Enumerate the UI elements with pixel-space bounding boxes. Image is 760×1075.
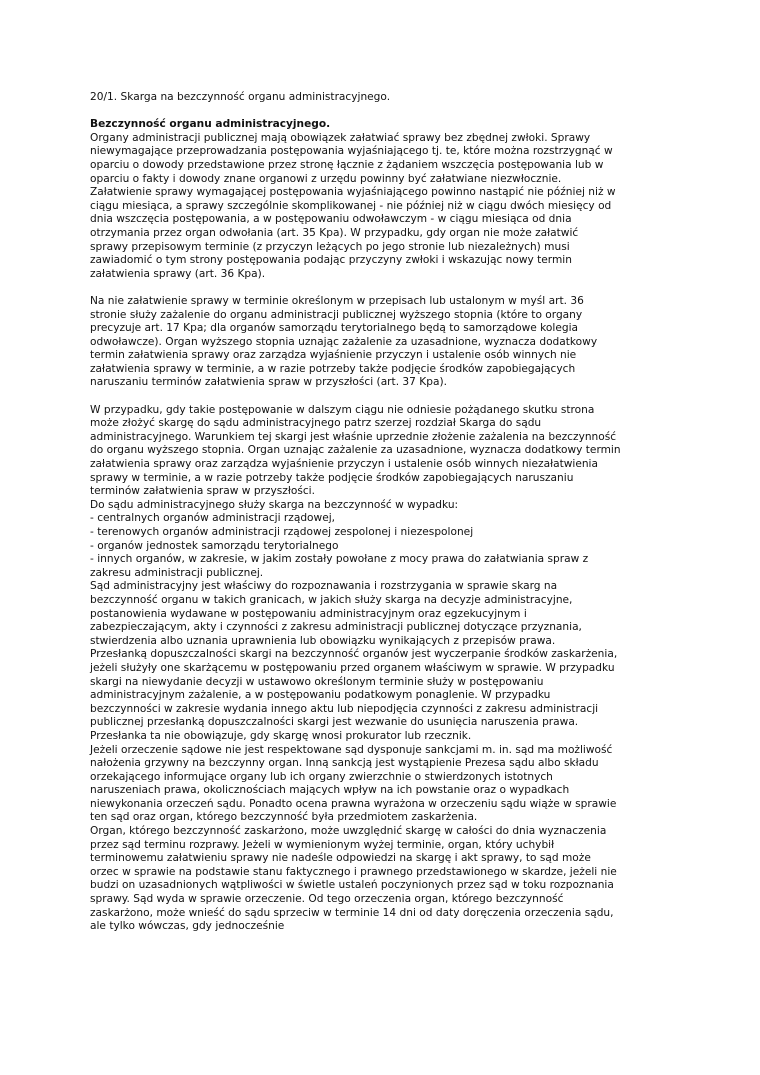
text-line: bezczynność organu w takich granicach, w jakich służy skarga na decyzje administracyjne, xyxy=(90,593,573,606)
text-line: publicznej przesłanką dopuszczalności skargi jest wezwanie do usunięcia naruszenia prawa. xyxy=(90,716,579,729)
text-line: sprawy w terminie, a w razie potrzeby także podjęcie środków zapobiegających naruszaniu xyxy=(90,471,574,484)
text-line: orzekającego informujące organy lub ich organy zwierzchnie o stwierdzonych istotnych xyxy=(90,770,553,783)
text-line: stwierdzenia albo uznania uprawnienia lub obowiązku wynikających z przepisów prawa. xyxy=(90,634,556,647)
text-line: ale tylko wówczas, gdy jednocześnie xyxy=(90,920,285,933)
text-line: Jeżeli orzeczenie sądowe nie jest respektowane sąd dysponuje sankcjami m. in. sąd ma możliwość xyxy=(90,743,613,756)
text-line: administracyjnym zażalenie, a w postępowaniu podatkowym ponaglenie. W przypadku xyxy=(90,689,551,702)
text-line: załatwienia sprawy (art. 36 Kpa). xyxy=(90,267,266,280)
text-line: Organ, którego bezczynność zaskarżono, może uwzględnić skargę w całości do dnia wyznaczenia xyxy=(90,825,607,838)
text-line: niewykonania orzeczeń sądu. Ponadto ocena prawna wyrażona w orzeczeniu sądu wiąże w sprawie xyxy=(90,797,617,810)
text-line: załatwienia sprawy oraz zarządza wyjaśnienie przyczyn i ustalenie osób winnych niezałatwienia xyxy=(90,458,598,471)
text-line: oparciu o dowody przedstawione przez stronę łącznie z żądaniem wszczęcia postępowania lub w xyxy=(90,158,604,171)
text-line: - terenowych organów administracji rządowej zespolonej i niezespolonej xyxy=(90,526,474,538)
text-line: termin załatwienia sprawy oraz zarządza wyjaśnienie przyczyn i ustalenie osób winnych nie xyxy=(90,349,577,362)
text-line: Załatwienie sprawy wymagającej postępowania wyjaśniającego powinno nastąpić nie później niż w xyxy=(90,186,616,199)
text-line: orzec w sprawie na podstawie stanu faktycznego i prawnego przedstawionego w skardze, jeżeli nie xyxy=(90,865,617,878)
paragraph-1 xyxy=(90,132,676,282)
text-line: Na nie załatwienie sprawy w terminie określonym w przepisach lub ustalonym w myśl art. 36 xyxy=(90,294,584,307)
text-line: dnia wszczęcia postępowania, a w postępowaniu odwoławczym - w ciągu miesiąca od dnia xyxy=(90,213,572,226)
text-line: Organy administracji publicznej mają obowiązek załatwiać sprawy bez zbędnej zwłoki. Sprawy xyxy=(90,131,591,144)
text-line: budzi on uzasadnionych wątpliwości w świetle ustaleń poczynionych przez sąd w toku rozpoznania xyxy=(90,879,614,892)
text-line: sprawy przepisowym terminie (z przyczyn leżących po jego stronie lub niezależnych) musi xyxy=(90,240,570,253)
text-line: stronie służy zażalenie do organu administracji publicznej wyższego stopnia (które to organy xyxy=(90,308,583,321)
text-line: terminowemu załatwieniu sprawy nie nadeśle odpowiedzi na skargę i akt sprawy, to sąd może xyxy=(90,852,591,865)
text-line: naruszaniu terminów załatwienia spraw w przyszłości (art. 37 Kpa). xyxy=(90,376,447,389)
text-line: - centralnych organów administracji rządowej, xyxy=(90,512,336,525)
text-line: Do sądu administracyjnego służy skarga na bezczynność w wypadku: xyxy=(90,498,459,511)
spacer xyxy=(90,281,676,295)
text-line: przez sąd terminu rozprawy. Jeżeli w wymienionym wyżej terminie, organ, który uchybił xyxy=(90,838,555,851)
text-line: W przypadku, gdy takie postępowanie w dalszym ciągu nie odniesie pożądanego skutku strona xyxy=(90,403,595,416)
text-line: ten sąd oraz organ, którego bezczynność była przedmiotem zaskarżenia. xyxy=(90,811,478,824)
text-line: do organu wyższego stopnia. Organ uznając zażalenie za uzasadnione, wyznacza dodatkowy termin xyxy=(90,444,621,457)
document-page xyxy=(90,91,676,934)
text-line: zabezpieczającym, akty i czynności z zakresu administracji publicznej dotyczące przyznania, xyxy=(90,621,582,634)
text-line: niewymagające przeprowadzania postępowania wyjaśniającego tj. te, które można rozstrzygnąć w xyxy=(90,145,613,158)
section-heading: Bezczynność organu administracyjnego. xyxy=(90,118,331,131)
text-line: zaskarżono, może wnieść do sądu sprzeciw w terminie 14 dni od daty doręczenia orzeczenia sądu, xyxy=(90,906,614,919)
text-line: postanowienia wydawane w postępowaniu administracyjnym oraz egzekucyjnym i xyxy=(90,607,527,620)
spacer xyxy=(90,390,676,404)
text-line: zakresu administracji publicznej. xyxy=(90,566,264,579)
text-line: zawiadomić o tym strony postępowania podając przyczyny zwłoki i wskazując nowy termin xyxy=(90,254,572,267)
text-line: administracyjnego. Warunkiem tej skargi jest właśnie uprzednie złożenie zażalenia na bezczynność xyxy=(90,430,617,443)
paragraph-2 xyxy=(90,295,676,390)
text-line: terminów załatwienia spraw w przyszłości. xyxy=(90,485,315,498)
text-line: nałożenia grzywny na bezczynny organ. Inną sankcją jest wystąpienie Prezesa sądu albo składu xyxy=(90,757,599,770)
text-line: oparciu o fakty i dowody znane organowi z urzędu powinny być załatwiane niezwłocznie. xyxy=(90,172,562,185)
text-line: jeżeli służyły one skarżącemu w postępowaniu przed organem właściwym w sprawie. W przypadku xyxy=(90,661,615,674)
text-line: załatwienia sprawy w terminie, a w razie potrzeby także podjęcie środków zapobiegających xyxy=(90,362,576,375)
text-line: bezczynności w zakresie wydania innego aktu lub niepodjęcia czynności z zakresu administracji xyxy=(90,702,599,715)
text-line: ciągu miesiąca, a sprawy szczególnie skomplikowanej - nie później niż w ciągu dwóch miesięcy od xyxy=(90,199,612,212)
text-line: Sąd administracyjny jest właściwy do rozpoznawania i rozstrzygania w sprawie skarg na xyxy=(90,580,558,593)
paragraph-3 xyxy=(90,404,676,934)
text-line: Przesłanka ta nie obowiązuje, gdy skargę wnosi prokurator lub rzecznik. xyxy=(90,729,472,742)
text-line: naruszeniach prawa, okolicznościach mających wpływ na ich powstanie oraz o wypadkach xyxy=(90,784,570,797)
text-line: - organów jednostek samorządu terytorialnego xyxy=(90,539,339,552)
text-line: może złożyć skargę do sądu administracyjnego patrz szerzej rozdział Skarga do sądu xyxy=(90,417,542,430)
text-line: Przesłanką dopuszczalności skargi na bezczynność organów jest wyczerpanie środków zaskarżenia, xyxy=(90,648,618,661)
text-line: sprawy. Sąd wyda w sprawie orzeczenie. Od tego orzeczenia organ, którego bezczynność xyxy=(90,893,564,906)
text-line: skargi na niewydanie decyzji w ustawowo określonym terminie służy w postępowaniu xyxy=(90,675,544,688)
text-line: precyzuje art. 17 Kpa; dla organów samorządu terytorialnego będą to samorządowe kolegia xyxy=(90,322,579,335)
document-title: 20/1. Skarga na bezczynność organu administracyjnego. xyxy=(90,91,391,103)
text-line: odwoławcze). Organ wyższego stopnia uznając zażalenie za uzasadnione, wyznacza dodatkowy xyxy=(90,335,598,348)
text-line: otrzymania przez organ odwołania (art. 35 Kpa). W przypadku, gdy organ nie może załatwić xyxy=(90,226,579,239)
text-line: - innych organów, w zakresie, w jakim zostały powołane z mocy prawa do załatwiania spraw z xyxy=(90,553,589,566)
spacer xyxy=(90,105,676,119)
